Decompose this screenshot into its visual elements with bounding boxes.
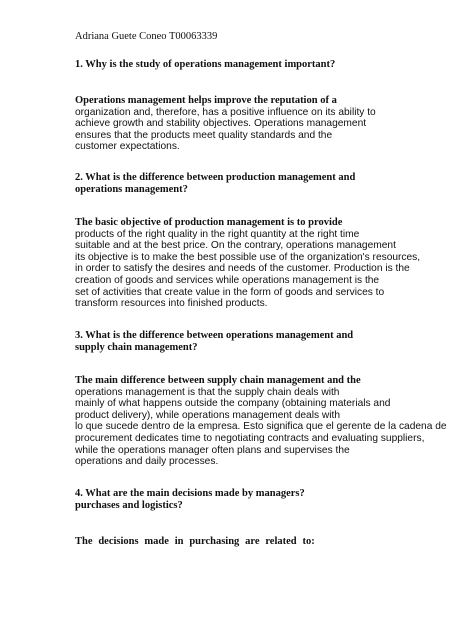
answer-3-line-5: lo que sucede dentro de la empresa. Esto significa que el gerente de la cadena de <box>75 421 447 433</box>
question-3-heading-line-2: supply chain management? <box>75 342 198 353</box>
question-4-heading-line-2: purchases and logistics? <box>75 500 183 511</box>
answer-2-line-1: The basic objective of production management is to provide <box>75 217 343 228</box>
question-4-heading <box>75 488 305 512</box>
question-4-heading-line-1: 4. What are the main decisions made by managers? <box>75 488 305 499</box>
answer-2-line-3: suitable and at the best price. On the contrary, operations management <box>75 240 396 252</box>
answer-3-line-7: while the operations manager often plans and supervises the <box>75 444 350 456</box>
answer-2-line-2: products of the right quality in the right quantity at the right time <box>75 228 360 240</box>
answer-2-line-5: in order to satisfy the desires and needs of the customer. Production is the <box>75 263 410 275</box>
answer-3-line-4: product delivery), while operations management deals with <box>75 409 341 421</box>
question-3-heading <box>75 330 353 354</box>
answer-1-line-5: customer expectations. <box>75 141 180 153</box>
question-2-heading-line-2: operations management? <box>75 184 188 195</box>
answer-2-line-6: creation of goods and services while operations management is the <box>75 274 380 286</box>
answer-2-line-8: transform resources into finished products. <box>75 298 268 310</box>
answer-1-line-3: achieve growth and stability objectives. Operations management <box>75 118 367 130</box>
answer-1-line-2: organization and, therefore, has a positive influence on its ability to <box>75 106 376 118</box>
answer-1 <box>75 95 376 153</box>
answer-3-line-6: procurement dedicates time to negotiating contracts and evaluating suppliers, <box>75 432 425 444</box>
answer-3-line-2: operations management is that the supply chain deals with <box>75 386 340 398</box>
question-3-heading-line-1: 3. What is the difference between operations management and <box>75 330 354 341</box>
answer-3-line-8: operations and daily processes. <box>75 456 219 468</box>
answer-2-line-4: its objective is to make the best possible use of the organization's resources, <box>75 251 421 263</box>
answer-2 <box>75 217 420 310</box>
question-2-heading-line-1: 2. What is the difference between production management and <box>75 172 356 183</box>
purchasing-decisions-line: The decisions made in purchasing are related to: <box>75 536 315 547</box>
answer-3 <box>75 375 447 468</box>
question-1-heading-text: 1. Why is the study of operations management important? <box>75 59 336 70</box>
author-line: Adriana Guete Coneo T00063339 <box>75 31 218 42</box>
question-2-heading <box>75 172 355 196</box>
answer-3-line-3: mainly of what happens outside the company (obtaining materials and <box>75 398 391 410</box>
answer-1-line-1: Operations management helps improve the reputation of a <box>75 95 337 106</box>
answer-2-line-7: set of activities that create value in the form of goods and services to <box>75 286 385 298</box>
answer-1-line-4: ensures that the products meet quality standards and the <box>75 129 333 141</box>
question-1-heading <box>75 59 335 71</box>
answer-3-line-1: The main difference between supply chain management and the <box>75 375 361 386</box>
